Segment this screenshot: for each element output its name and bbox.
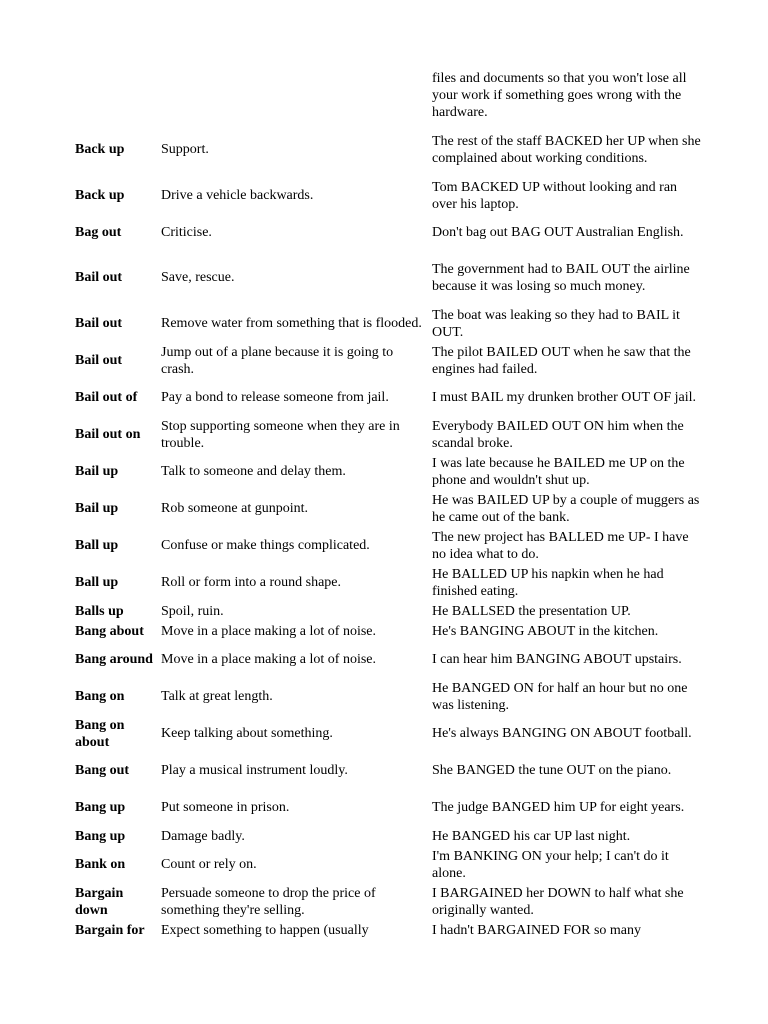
verb-cell: [75, 528, 159, 563]
verb-cell-text: Bang on about: [75, 717, 125, 750]
example-cell-text: He BALLSED the presentation UP.: [432, 603, 631, 619]
table-row: [0, 491, 768, 526]
meaning-cell-text: Persuade someone to drop the price of something they're selling.: [161, 885, 376, 918]
example-cell-text: I'm BANKING ON your help; I can't do it alone.: [432, 848, 669, 881]
meaning-cell: [161, 417, 429, 452]
example-cell-text: She BANGED the tune OUT on the piano.: [432, 763, 672, 778]
verb-cell-text: Bang about: [75, 623, 144, 639]
verb-cell-text: Bang around: [75, 652, 153, 667]
table-row: [0, 642, 768, 677]
verb-cell: [75, 921, 159, 939]
meaning-cell: [161, 380, 429, 415]
example-cell: [432, 306, 702, 341]
meaning-cell: [161, 215, 429, 250]
meaning-cell: [161, 622, 429, 640]
meaning-cell-text: Put someone in prison.: [161, 800, 290, 815]
example-cell: [432, 565, 702, 600]
example-cell-text: I was late because he BAILED me UP on the phone and wouldn't shut up.: [432, 455, 685, 488]
verb-cell: [75, 491, 159, 526]
table-row: [0, 124, 768, 175]
example-cell-text: The new project has BALLED me UP- I have no idea what to do.: [432, 529, 689, 562]
table-row: [0, 622, 768, 640]
example-cell-text: Tom BACKED UP without looking and ran over his laptop.: [432, 179, 678, 212]
meaning-cell-text: Confuse or make things complicated.: [161, 538, 370, 553]
meaning-cell-text: Talk to someone and delay them.: [161, 464, 346, 479]
meaning-cell-text: Remove water from something that is flooded.: [161, 316, 422, 331]
table-row: [0, 252, 768, 303]
verb-cell: [75, 847, 159, 882]
meaning-cell: [161, 252, 429, 303]
verb-cell-text: Back up: [75, 188, 125, 203]
meaning-cell: [161, 716, 429, 751]
example-cell-text: I BARGAINED her DOWN to half what she originally wanted.: [432, 885, 684, 918]
meaning-cell-text: Criticise.: [161, 225, 212, 240]
meaning-cell-text: Talk at great length.: [161, 689, 273, 704]
example-cell: [432, 124, 702, 175]
verb-cell: [75, 252, 159, 303]
meaning-cell-text: Rob someone at gunpoint.: [161, 501, 308, 516]
example-cell-text: The judge BANGED him UP for eight years.: [432, 800, 685, 815]
verb-cell: [75, 602, 159, 620]
example-cell-text: He BANGED ON for half an hour but no one was listening.: [432, 680, 688, 713]
table-row: [0, 790, 768, 825]
verb-cell: [75, 753, 159, 788]
verb-cell: [75, 565, 159, 600]
example-cell: [432, 215, 702, 250]
example-cell: [432, 454, 702, 489]
meaning-cell-text: Move in a place making a lot of noise.: [161, 623, 376, 639]
verb-cell: [75, 417, 159, 452]
meaning-cell: [161, 921, 429, 939]
table-row: [0, 454, 768, 489]
example-cell: [432, 528, 702, 563]
verb-cell-text: Bang up: [75, 828, 126, 844]
table-row: [0, 753, 768, 788]
example-cell-text: He BALLED UP his napkin when he had finished eating.: [432, 566, 664, 599]
verb-cell-text: Bang out: [75, 763, 130, 778]
example-cell: [432, 602, 702, 620]
meaning-cell: [161, 124, 429, 175]
meaning-cell-text: Damage badly.: [161, 828, 245, 844]
verb-cell-text: Back up: [75, 142, 125, 157]
example-cell-text: The government had to BAIL OUT the airline because it was losing so much money.: [432, 261, 690, 294]
example-cell: [432, 847, 702, 882]
example-cell-text: Don't bag out BAG OUT Australian English.: [432, 225, 684, 240]
meaning-cell: [161, 602, 429, 620]
verb-cell: [75, 454, 159, 489]
table-row: [0, 679, 768, 714]
table-row: [0, 716, 768, 751]
verb-cell-text: Bail out: [75, 270, 123, 285]
table-row: [0, 602, 768, 620]
example-cell: [432, 642, 702, 677]
verb-cell-text: Bail out of: [75, 390, 138, 405]
meaning-cell-text: Keep talking about something.: [161, 726, 333, 741]
verb-cell-text: Bang on: [75, 689, 125, 704]
meaning-cell: [161, 178, 429, 213]
table-row: [0, 528, 768, 563]
meaning-cell: [161, 454, 429, 489]
table-row: [0, 178, 768, 213]
meaning-cell: [161, 306, 429, 341]
example-cell-text: He was BAILED UP by a couple of muggers as he came out of the bank.: [432, 492, 700, 525]
example-cell: [432, 679, 702, 714]
example-cell: [432, 753, 702, 788]
verb-cell-text: Bail up: [75, 501, 119, 516]
verb-cell-text: Bail out: [75, 353, 123, 368]
meaning-cell: [161, 827, 429, 845]
verb-cell-text: Bail out: [75, 316, 123, 331]
verb-cell: [75, 215, 159, 250]
meaning-cell-text: Save, rescue.: [161, 270, 235, 285]
example-cell: [432, 252, 702, 303]
example-cell-text: I hadn't BARGAINED FOR so many: [432, 922, 642, 938]
meaning-cell: [161, 343, 429, 378]
verb-cell-text: Bargain for: [75, 922, 145, 938]
meaning-cell-text: Pay a bond to release someone from jail.: [161, 390, 389, 405]
meaning-cell-text: Drive a vehicle backwards.: [161, 188, 314, 203]
meaning-cell-text: Move in a place making a lot of noise.: [161, 652, 376, 667]
verb-cell-text: Bail out on: [75, 427, 141, 442]
table-row: [0, 306, 768, 341]
meaning-cell-text: Spoil, ruin.: [161, 603, 224, 619]
verb-cell-text: Bag out: [75, 225, 122, 240]
verb-cell-text: Bang up: [75, 800, 126, 815]
verb-cell: [75, 642, 159, 677]
verb-cell-text: Bail up: [75, 464, 119, 479]
verb-cell-text: Balls up: [75, 603, 124, 619]
table-row: [0, 565, 768, 600]
example-cell-text: He's always BANGING ON ABOUT football.: [432, 726, 692, 741]
meaning-cell-text: Count or rely on.: [161, 857, 257, 872]
table-row: [0, 343, 768, 378]
example-cell: [432, 716, 702, 751]
verb-cell: [75, 178, 159, 213]
meaning-cell: [161, 491, 429, 526]
verb-cell: [75, 343, 159, 378]
verb-cell: [75, 124, 159, 175]
verb-cell-text: Bargain down: [75, 885, 124, 918]
example-cell: [432, 417, 702, 452]
table-row: [0, 921, 768, 939]
example-cell-text: He BANGED his car UP last night.: [432, 828, 631, 844]
meaning-cell: [161, 790, 429, 825]
meaning-cell: [161, 679, 429, 714]
table-row: [0, 215, 768, 250]
meaning-cell-text: Play a musical instrument loudly.: [161, 763, 348, 778]
meaning-cell-text: Stop supporting someone when they are in trouble.: [161, 418, 400, 451]
example-cell-text: The rest of the staff BACKED her UP when she complained about working conditions.: [432, 133, 701, 166]
example-cell-text: I can hear him BANGING ABOUT upstairs.: [432, 652, 682, 667]
table-row: [0, 380, 768, 415]
verb-cell-text: Ball up: [75, 538, 119, 553]
verb-cell: [75, 884, 159, 919]
meaning-cell-text: Jump out of a plane because it is going to crash.: [161, 344, 394, 377]
table-row: [0, 827, 768, 845]
meaning-cell-text: Roll or form into a round shape.: [161, 575, 342, 590]
verb-cell: [75, 679, 159, 714]
meaning-cell: [161, 528, 429, 563]
example-cell-text: Everybody BAILED OUT ON him when the scandal broke.: [432, 418, 684, 451]
example-cell: [432, 790, 702, 825]
example-cell: [432, 343, 702, 378]
verb-cell: [75, 790, 159, 825]
table-row: [0, 884, 768, 919]
meaning-cell: [161, 847, 429, 882]
example-cell: [432, 178, 702, 213]
example-cell: [432, 491, 702, 526]
verb-cell: [75, 380, 159, 415]
meaning-cell: [161, 565, 429, 600]
example-cell-text: He's BANGING ABOUT in the kitchen.: [432, 623, 659, 639]
example-cell: [432, 380, 702, 415]
meaning-cell: [161, 884, 429, 919]
verb-cell-text: Bank on: [75, 857, 126, 872]
table-row: [0, 417, 768, 452]
table-row: [0, 847, 768, 882]
verb-cell-text: Ball up: [75, 575, 119, 590]
meaning-cell-text: Expect something to happen (usually: [161, 922, 369, 938]
verb-cell: [75, 306, 159, 341]
example-cell: [432, 884, 702, 919]
continued-example-text: files and documents so that you won't lose all your work if something goes wrong with the hardware.: [432, 71, 687, 120]
verb-cell: [75, 827, 159, 845]
example-cell-text: The boat was leaking so they had to BAIL it OUT.: [432, 307, 680, 340]
meaning-cell-text: Support.: [161, 142, 209, 157]
example-cell: [432, 622, 702, 640]
example-cell-text: The pilot BAILED OUT when he saw that the engines had failed.: [432, 344, 691, 377]
meaning-cell: [161, 642, 429, 677]
example-cell: [432, 827, 702, 845]
example-cell: [432, 921, 702, 939]
example-cell-text: I must BAIL my drunken brother OUT OF jail.: [432, 390, 697, 405]
meaning-cell: [161, 753, 429, 788]
verb-cell: [75, 716, 159, 751]
verb-cell: [75, 622, 159, 640]
